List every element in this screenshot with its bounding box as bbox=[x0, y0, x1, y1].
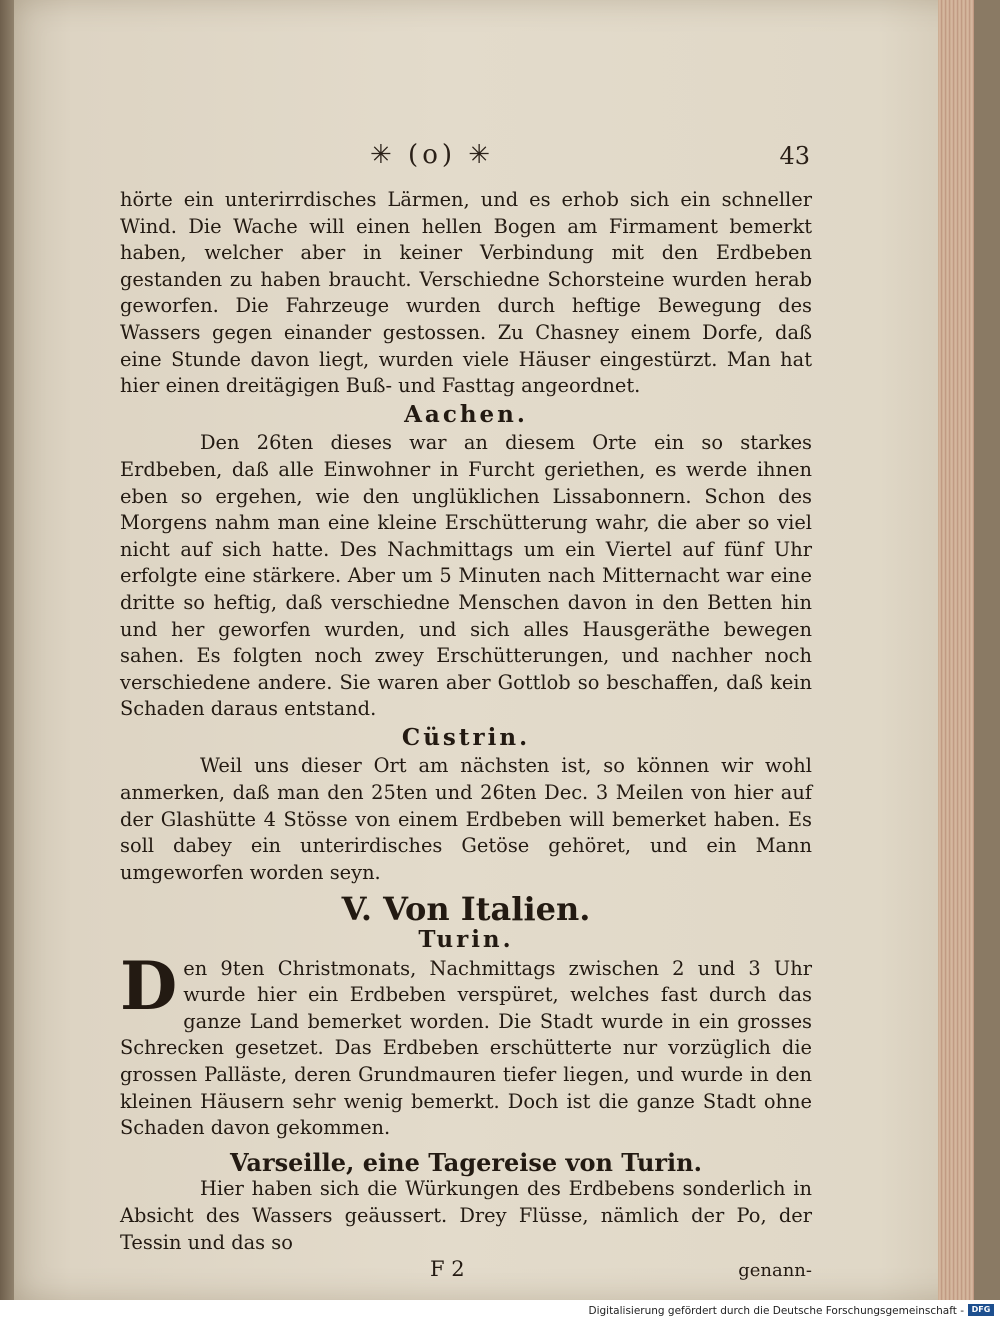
signature-mark: F 2 bbox=[430, 1257, 465, 1282]
dfg-logo: DFG bbox=[968, 1304, 994, 1316]
paragraph: Hier haben sich die Würkungen des Erdbebens sonderlich in Absicht des Wassers geäussert. Drey Flüsse, nämlich der Po, der Tessin und das so bbox=[120, 1177, 812, 1254]
page-number: 43 bbox=[779, 142, 810, 170]
heading-varseille: Varseille, eine Tagereise von Turin. bbox=[230, 1147, 702, 1177]
paragraph-with-dropcap bbox=[120, 946, 812, 1142]
catchword: genann- bbox=[738, 1260, 812, 1282]
page-edge bbox=[938, 0, 974, 1300]
running-head: ✳ (o) ✳ bbox=[370, 140, 495, 170]
drop-cap: D bbox=[120, 946, 178, 1025]
heading-aachen: Aachen. bbox=[404, 400, 528, 428]
paragraph: Den 26ten dieses war an diesem Orte ein so starkes Erdbeben, daß alle Einwohner in Furcht geriethen, es werde ihnen eben so ergehen, wie den unglüklichen Lissabonnern. Schon des Morgens nahm man eine kleine Erschütterung wahr, die aber so viel nicht auf sich hatte. Des Nachmittags um ein Viertel auf fünf Uhr erfolgte eine stärkere. Aber um 5 Minuten nach Mitternacht war eine dritte so heftig, daß verschiedne Menschen davon in den Betten hin und her geworfen wurden, und sich alles Hausgeräthe bewegen sahen. Es folgten noch zwey Erschütterungen, und nachher noch verschiedene andere. Sie waren aber Gottlob so beschaffen, daß kein Schaden daraus entstand. bbox=[120, 431, 812, 721]
section-heading: V. Von Italien. bbox=[341, 890, 591, 929]
heading-custrin: Cüstrin. bbox=[401, 723, 531, 751]
paragraph: Weil uns dieser Ort am nächsten ist, so können wir wohl anmerken, daß man den 25ten und 26ten Dec. 3 Meilen von hier auf der Glashütte 4 Stösse von einem Erdbeben will bemerket haben. Es soll dabey ein unterirdisches Getöse gehöret, und ein Mann umgeworfen worden seyn. bbox=[120, 754, 812, 884]
page-body bbox=[120, 187, 812, 1282]
credit-text: Digitalisierung gefördert durch die Deutsche Forschungsgemeinschaft - bbox=[588, 1305, 964, 1317]
credit-bar bbox=[0, 1300, 1000, 1321]
page-header bbox=[120, 140, 810, 180]
paragraph: hörte ein unterirrdisches Lärmen, und es erhob sich ein schneller Wind. Die Wache will einen hellen Bogen am Firmament bemerkt haben, welcher aber in keiner Verbindung mit den Erdbeben gestanden zu haben braucht. Verschiedne Schorsteine wurden herab geworfen. Die Fahrzeuge wurden durch heftige Bewegung des Wassers gegen einander gestossen. Zu Chasney einem Dorfe, daß eine Stunde davon liegt, wurden viele Häuser eingestürzt. Man hat hier einen dreitägigen Buß- und Fasttag angeordnet. bbox=[120, 188, 812, 398]
paragraph-text: en 9ten Christmonats, Nachmittags zwischen 2 und 3 Uhr wurde hier ein Erdbeben verspüret, welches fast durch das ganze Land bemerket worden. Die Stadt wurde in ein grosses Schrecken gesetzet. Das Erdbeben erschütterte nur vorzüglich die grossen Palläste, deren Grundmauren tiefer liegen, und wurde in den kleinen Häusern sehr wenig bemerkt. Doch ist die ganze Stadt ohne Schaden davon gekommen. bbox=[120, 956, 812, 1140]
heading-turin: Turin. bbox=[418, 926, 514, 954]
page-footer bbox=[120, 1256, 812, 1282]
